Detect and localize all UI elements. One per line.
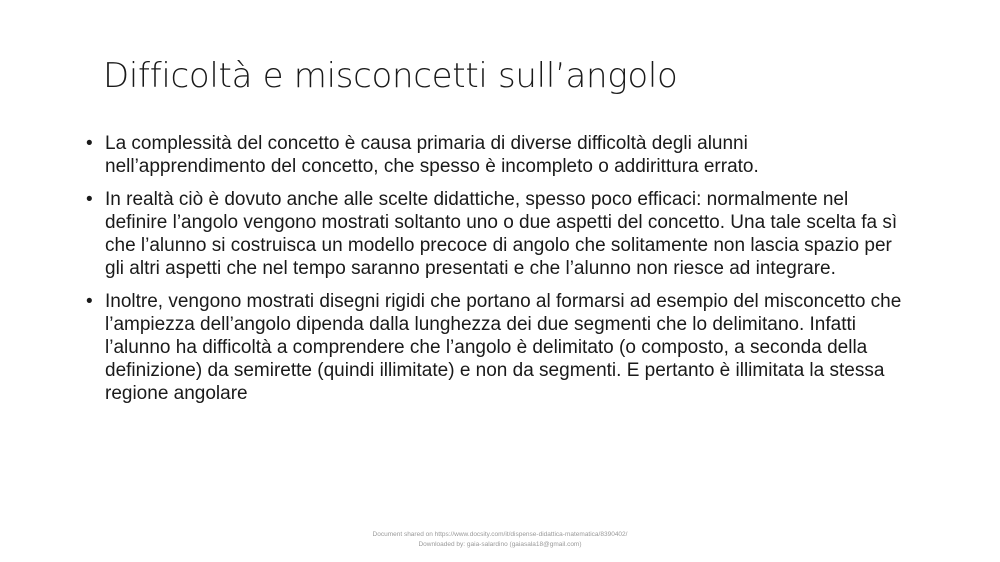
bullet-dot-icon: • bbox=[86, 133, 93, 154]
bullet-text: La complessità del concetto è causa primaria di diverse difficoltà degli alunni nell’apprendimento del concetto, che spesso è incompleto o addirittura errato. bbox=[105, 133, 759, 177]
bullet-text: Inoltre, vengono mostrati disegni rigidi che portano al formarsi ad esempio del misconcetto che l’ampiezza dell’angolo dipenda dalla lunghezza dei due segmenti che lo delimitano. Infatti l’alunno ha difficoltà a comprendere che l’angolo è delimitato (o composto, a seconda della definizione) da semirette (quindi illimitate) e non da segmenti. E pertanto è illimitata la stessa regione angolare bbox=[105, 291, 902, 404]
bullet-item bbox=[86, 188, 906, 280]
footer-share-line: Document shared on https://www.docsity.com/it/dispense-didattica-matematica/8390402/ bbox=[372, 531, 628, 538]
slide-title: Difficoltà e misconcetti sull’angolo bbox=[103, 56, 678, 96]
bullet-dot-icon: • bbox=[86, 189, 93, 210]
bullet-item bbox=[86, 290, 906, 405]
bullet-item bbox=[86, 132, 906, 178]
bullet-text: In realtà ciò è dovuto anche alle scelte didattiche, spesso poco efficaci: normalmente nel definire l’angolo vengono mostrati soltanto uno o due aspetti del concetto. Una tale scelta fa sì che l’alunno si costruisca un modello precoce di angolo che solitamente non lascia spazio per gli altri aspetti che nel tempo saranno presentati e che l’alunno non riesce ad integrare. bbox=[105, 189, 898, 279]
footer-download-line: Downloaded by: gaia-salardino (gaiasala18@gmail.com) bbox=[418, 541, 582, 548]
bullet-dot-icon: • bbox=[86, 291, 93, 312]
bullet-list bbox=[86, 132, 906, 415]
download-footer bbox=[0, 530, 1000, 550]
